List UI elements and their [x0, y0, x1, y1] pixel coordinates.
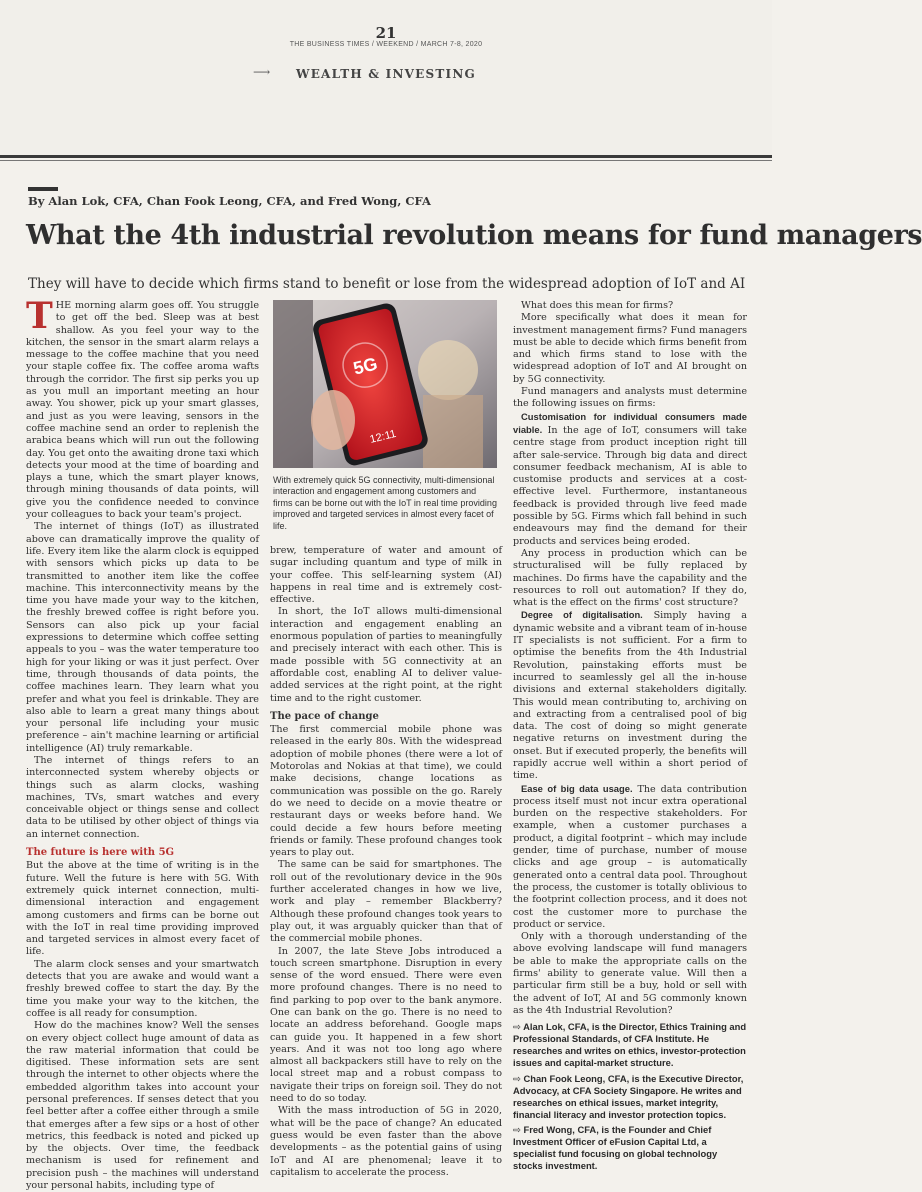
paragraph: How do the machines know? Well the senses on every object collect huge amount of data as the raw material information that could be digitised. These information sets are sent through the internet to other objects where the embedded algorithm takes into account your personal preferences. If senses detect that you feel better after a coffee either through a smile that emerges after a few sips or a host of other metrics, this feedback is noted and picked up by the objects. Over time, the feedback mechanism is used for refinement and precision push – the machines will understand your personal habits, including type of — [26, 1020, 259, 1192]
screen-clock-text: 12:11 — [368, 427, 398, 446]
byline: By Alan Lok, CFA, Chan Fook Leong, CFA, and Fred Wong, CFA — [28, 194, 431, 208]
paragraph: Fund managers and analysts must determine the following issues on firms: — [513, 386, 747, 410]
paragraph: The same can be said for smartphones. The roll out of the revolutionary device in the 90s further accelerated changes in how we live, work and play – remember Blackberry? Although these profound changes took years to play out, it was arguably quicker than that of the commercial mobile phones. — [270, 859, 502, 945]
paragraph: Only with a thorough understanding of the above evolving landscape will fund managers be able to make the appropriate calls on the firms' ability to generate value. Will then a particular firm still be a buy, hold or sell with the advent of IoT, AI and 5G commonly known as the 4th Industrial Revolution? — [513, 931, 747, 1016]
subheadline: They will have to decide which firms stand to benefit or lose from the widespread adoption of IoT and AI — [28, 276, 746, 292]
paragraph: But the above at the time of writing is in the future. Well the future is here with 5G. With extremely quick internet connection, multi-dimensional interaction and engagement among customers and firms can be borne out with the IoT in real time providing improved and targeted services in almost every facet of life. — [26, 860, 259, 958]
arrow-icon: ⇨ — [513, 1072, 521, 1084]
article-column-3 — [513, 300, 747, 1172]
lead-in: Ease of big data usage. — [521, 782, 633, 794]
smartphone-5g-image — [273, 300, 497, 468]
drop-cap: T — [26, 295, 53, 337]
paragraph: The internet of things (IoT) as illustrated above can dramatically improve the quality of life. Every item like the alarm clock is equipped with sensors which picks up data to be transmitted to another item like the coffee machine. This interconnectivity means by the time you have made your way to the kitchen, the freshly brewed coffee is right before you. Sensors can also pick up your facial expressions to determine which coffee setting appeals to you – was the water temperature too high for your liking or was it just perfect. Over time, through thousands of data points, the coffee machines learn. They learn what you prefer and what you feel is drinkable. They are also able to learn a great many things about your personal life including your music preference – ain't machine learning or artificial intelligence (AI) truly remarkable. — [26, 521, 259, 754]
article-photo — [273, 300, 497, 468]
arrow-icon: ⇨ — [513, 1021, 521, 1033]
author-bio: ⇨ Chan Fook Leong, CFA, is the Executive Director, Advocacy, at CFA Society Singapore. He writes and researches on ethical issues, market integrity, financial literacy and investor protection topics. — [513, 1072, 744, 1120]
publication-meta: THE BUSINESS TIMES / WEEKEND / MARCH 7-8, 2020 — [289, 41, 483, 48]
paragraph: In short, the IoT allows multi-dimensional interaction and engagement enabling an enormous population of parties to meaningfully and precisely interact with each other. This is made possible with 5G connectivity at an affordable cost, enabling AI to deliver value-added services at the right point, at the right time and to the right customer. — [270, 606, 502, 704]
paragraph: The first commercial mobile phone was released in the early 80s. With the widespread adoption of mobile phones (there were a lot of Motorolas and Nokias at that time), we could make decisions, change locations as communication was possible on the go. Rarely do we need to decide on a movie theatre or restaurant days or weeks before hand. We could decide a few hours before meeting friends or family. These profound changes took years to play out. — [270, 724, 502, 859]
paragraph: With the mass introduction of 5G in 2020, what will be the pace of change? An educated guess would be even faster than the above developments – as the potential gains of using IoT and AI are phenomenal; leave it to capitalism to accelerate the process. — [270, 1105, 502, 1178]
page-header — [0, 0, 772, 158]
paragraph: More specifically what does it mean for investment management firms? Fund managers must be able to decide which firms benefit from and which firms stand to lose with the widespread adoption of IoT and AI brought on by 5G connectivity. — [513, 312, 747, 385]
crosshead: The pace of change — [270, 710, 379, 722]
article-column-1 — [26, 295, 259, 1192]
divider — [0, 155, 772, 158]
paragraph: What does this mean for firms? — [521, 300, 674, 311]
section-title: WEALTH & INVESTING — [296, 67, 476, 81]
author-bio: ⇨ Alan Lok, CFA, is the Director, Ethics Training and Professional Standards, of CFA Institute. He researches and writes on ethics, investor-protection issues and capital-market structure. — [513, 1021, 747, 1068]
page-number: 21 — [375, 24, 397, 42]
arrow-icon: ⟶ — [253, 65, 271, 79]
paragraph: The alarm clock senses and your smartwatch detects that you are awake and would want a freshly brewed coffee to start the day. By the time you make your way to the kitchen, the coffee is all ready for consumption. — [26, 958, 259, 1019]
paragraph: Ease of big data usage. The data contribution process itself must not incur extra operational burden on the respective stakeholders. For example, when a customer purchases a product, a digital footprint – which may include gender, time of purchase, number of mouse clicks and age group – is automatically generated onto a central data pool. Throughout the process, the customer is totally oblivious to the footprint collection process, and it does not cost the customer more to purchase the product or service. — [513, 782, 747, 930]
crosshead: The future is here with 5G — [26, 847, 175, 859]
paragraph: In 2007, the late Steve Jobs introduced a touch screen smartphone. Disruption in every sense of the word ensued. There were even more profound changes. There is no need to find parking to pop over to the bank anymore. One can bank on the go. There is no need to locate an address beforehand. Google maps can guide you. It happened in a few short years. And it was not too long ago where almost all backpackers still have to rely on the local street map and a robust compass to navigate their trips on foreign soil. They do not need to do so today. — [270, 945, 502, 1105]
article-column-2 — [270, 545, 502, 1179]
photo-caption: With extremely quick 5G connectivity, multi-dimensional interaction and engagement among customers and firms can be borne out with the IoT in real time providing improved and targeted services in almost every facet of life. — [273, 475, 497, 531]
paragraph: Customisation for individual consumers made viable. In the age of IoT, consumers will take centre stage from product inception right till after sale-service. Through big data and direct consumer feedback mechanism, AI is able to customise products and services at a cost-effective level. Furthermore, instantaneous feedback is provided through live feed made possible by 5G. Firms which fall behind in such endeavours may find the demand for their products and services being eroded. — [513, 410, 747, 547]
author-bio: ⇨ Fred Wong, CFA, is the Founder and Chief Investment Officer of eFusion Capital Ltd, a specialist fund focusing on global technology stocks investment. — [513, 1124, 718, 1172]
divider — [0, 160, 772, 161]
paragraph: THE morning alarm goes off. You struggle to get off the bed. Sleep was at best shallow. As you feel your way to the kitchen, the sensor in the smart alarm relays a message to the coffee machine that you need your staple coffee fix. The coffee aroma wafts through the corridor. The first sip perks you up as you mull an important meeting an hour away. You shower, pick up your smart glasses, and just as you were leaving, sensors in the coffee machine send an order to replenish the arabica beans which will run out the following day. You get onto the awaiting drone taxi which detects your mood at the time of boarding and plays a tune, which the smart player knows, through mining thousands of data points, will give you the confidence needed to convince your colleagues to back your team's project. — [26, 295, 259, 521]
screen-5g-text: 5G — [351, 353, 380, 379]
paragraph: Any process in production which can be structuralised will be fully replaced by machines. Do firms have the capability and the resources to roll out automation? If they do, what is the effect on the firms' cost structure? — [513, 547, 747, 609]
headline: What the 4th industrial revolution means for fund managers — [26, 220, 922, 251]
arrow-icon: ⇨ — [513, 1124, 521, 1136]
lead-in: Degree of digitalisation. — [521, 609, 643, 621]
byline-marker — [28, 187, 58, 191]
paragraph: brew, temperature of water and amount of sugar including quantum and type of milk in your coffee. This self-learning system (AI) happens in real time and is extremely cost-effective. — [270, 545, 502, 606]
paragraph: The internet of things refers to an interconnected system whereby objects or things such as alarm clocks, washing machines, TVs, smart watches and every conceivable object or things sense and collect data to be utilised by other object of things via an internet connection. — [26, 754, 259, 840]
lead-in: Customisation for individual consumers made viable. — [513, 410, 747, 435]
paragraph: Degree of digitalisation. Simply having a dynamic website and a vibrant team of in-house IT specialists is not sufficient. For a firm to optimise the benefits from the 4th Industrial Revolution, painstaking efforts must be incurred to seamlessly gel all the in-house divisions and external stakeholders digitally. This would mean contributing to, archiving on and extracting from a centralised pool of big data. The cost of doing so might generate negative returns on investment during the onset. But if executed properly, the benefits will rapidly accrue well within a short period of time. — [513, 609, 747, 782]
